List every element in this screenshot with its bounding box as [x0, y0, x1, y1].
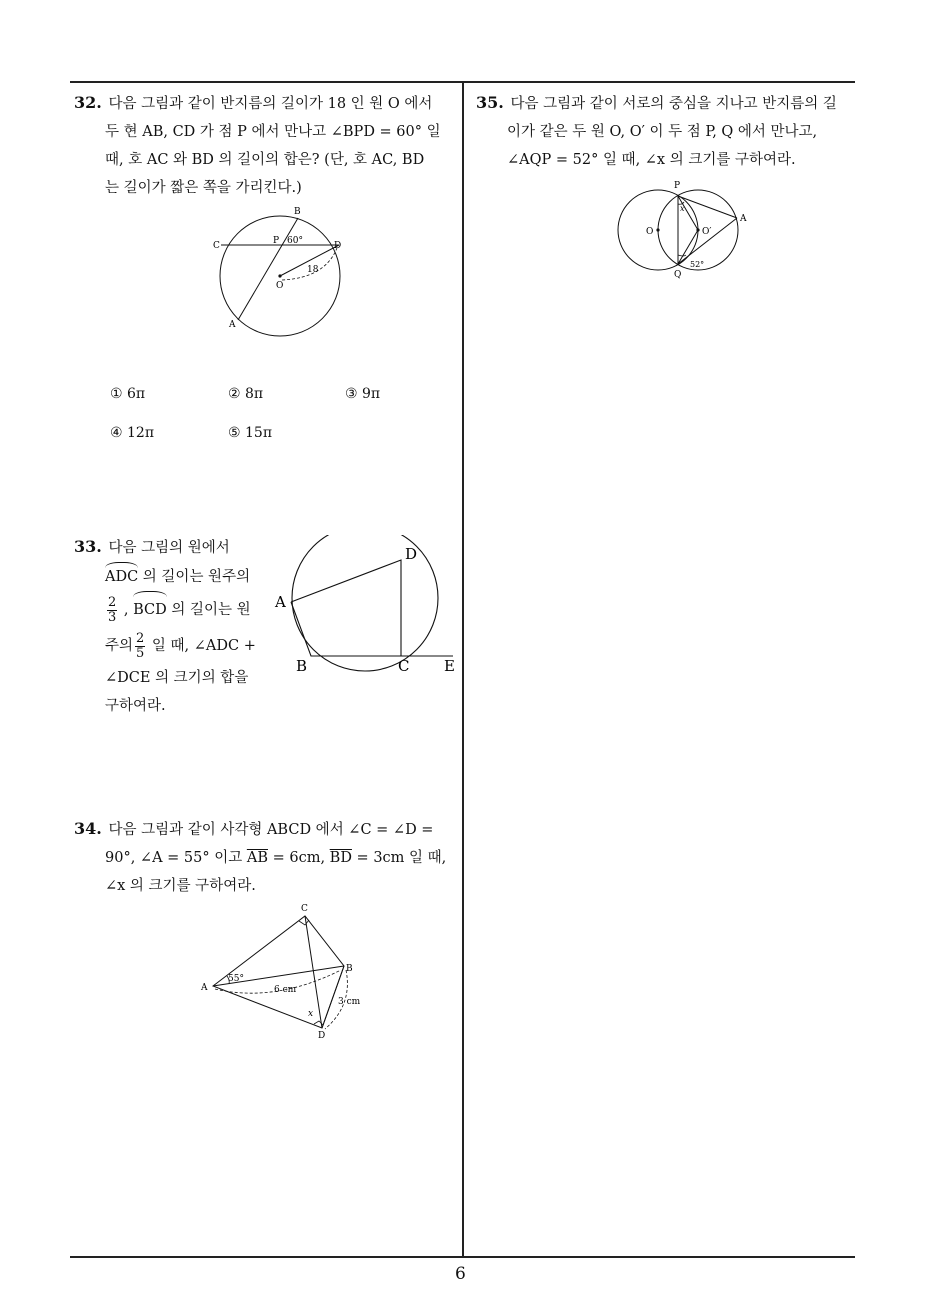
label-x: x — [680, 204, 685, 213]
center-o-dot — [656, 228, 659, 231]
problem-number: 33. — [74, 537, 102, 556]
label-b: B — [346, 964, 353, 974]
problem-number: 32. — [74, 93, 102, 112]
segment-bd: $\overline{BD}$ — [329, 850, 352, 866]
problem-33-line-4: 주의 $\frac{2}{5}$ 일 때, ∠ADC + — [105, 630, 256, 661]
problem-33-line-1: 33. 다음 그림의 원에서 — [74, 537, 230, 556]
label-o: O — [276, 281, 284, 291]
choice-3[interactable]: ③ 9π — [345, 386, 381, 402]
label-b: B — [296, 657, 308, 675]
problem-33-line-2: ADC 의 길이는 원주의 — [74, 562, 274, 591]
label-a: A — [275, 593, 286, 611]
label-o-prime: O′ — [702, 227, 712, 237]
label-p: P — [273, 236, 280, 246]
center-o-prime-dot — [696, 228, 699, 231]
page-number: 6 — [455, 1264, 466, 1284]
problem-35-line-2: 이가 같은 두 원 O, O′ 이 두 점 P, Q 에서 만나고, — [507, 124, 818, 140]
label-angle-52: 52° — [690, 260, 705, 269]
problem-number: 34. — [74, 819, 102, 838]
problem-33-figure — [270, 535, 460, 675]
problem-32-figure — [210, 200, 350, 340]
bottom-rule — [70, 1256, 855, 1258]
choice-5[interactable]: ⑤ 15π — [228, 425, 273, 441]
problem-33 — [74, 533, 274, 720]
problem-35 — [476, 89, 860, 174]
label-o: O — [646, 227, 654, 237]
problem-33-line-6: 구하여라. — [105, 698, 166, 714]
right-angle-c — [299, 920, 309, 925]
problem-33-line-3: $\frac{2}{3}$ , BCD 의 길이는 원 — [74, 591, 274, 628]
label-a: A — [740, 214, 747, 224]
radius-dashed-arc — [282, 248, 337, 280]
label-b: B — [294, 207, 301, 217]
choice-2[interactable]: ② 8π — [228, 386, 264, 402]
segment-qa — [678, 218, 737, 264]
label-d: D — [334, 241, 342, 251]
angle-52-arc — [678, 255, 686, 256]
problem-35-line-1: 35. 다음 그림과 같이 서로의 중심을 지나고 반지름의 길 — [476, 93, 837, 112]
quadrilateral-abcd — [213, 916, 344, 1028]
label-e: E — [444, 657, 455, 675]
segment-po-prime — [678, 196, 698, 230]
problem-34-line-3: ∠x 의 크기를 구하여라. — [105, 878, 256, 894]
problem-34-line-2: 90°, ∠A = 55° 이고 $\overline{AB} = 6cm$, $\overline{BD} = 3cm$ 일 때, — [105, 850, 447, 866]
label-angle-60: 60° — [287, 236, 303, 246]
problem-number: 35. — [476, 93, 504, 112]
label-angle-55: 55° — [228, 974, 244, 984]
arc-adc: ADC — [105, 562, 138, 591]
choice-4[interactable]: ④ 12π — [110, 425, 155, 441]
fraction-2-5: $\frac{2}{5}$ — [136, 630, 145, 661]
problem-33-line-5: ∠DCE 의 크기의 합을 — [105, 670, 249, 686]
label-a: A — [229, 320, 236, 330]
problem-32-line-3: 때, 호 AC 와 BD 의 길이의 합은? (단, 호 AC, BD — [105, 152, 425, 168]
problem-34-figure — [195, 900, 370, 1045]
problem-32-line-1: 32. 다음 그림과 같이 반지름의 길이가 18 인 원 O 에서 — [74, 93, 433, 112]
segment-q-o-prime — [678, 230, 698, 264]
label-d: D — [318, 1031, 326, 1041]
fraction-2-3: $\frac{2}{3}$ — [108, 594, 117, 625]
label-a: A — [201, 983, 208, 993]
label-c: C — [398, 657, 410, 675]
label-x: x — [308, 1009, 314, 1019]
quadrilateral-abcd — [291, 560, 401, 656]
problem-35-figure — [610, 175, 760, 285]
label-radius-18: 18 — [307, 265, 319, 275]
problem-32 — [74, 89, 458, 202]
problem-32-line-4: 는 길이가 짧은 쪽을 가리킨다.) — [105, 180, 302, 196]
label-q: Q — [674, 270, 682, 280]
problem-34 — [74, 815, 458, 900]
chord-ab — [238, 218, 298, 320]
column-divider — [462, 81, 464, 1257]
problem-34-line-1: 34. 다음 그림과 같이 사각형 ABCD 에서 ∠C = ∠D = — [74, 819, 434, 838]
arc-bcd: BCD — [133, 591, 167, 628]
label-c: C — [213, 241, 220, 251]
label-p: P — [674, 181, 681, 191]
problem-32-line-2: 두 현 AB, CD 가 점 P 에서 만나고 ∠BPD = 60° 일 — [105, 124, 441, 140]
label-ab-length: 6 cm — [274, 985, 297, 995]
center-o-dot — [278, 274, 281, 277]
label-c: C — [301, 904, 308, 914]
choice-1[interactable]: ① 6π — [110, 386, 146, 402]
segment-ab: $\overline{AB}$ — [246, 850, 268, 866]
problem-35-line-3: ∠AQP = 52° 일 때, ∠x 의 크기를 구하여라. — [507, 152, 796, 168]
label-bd-length: 3 cm — [338, 997, 361, 1007]
segment-pa — [678, 196, 737, 218]
label-d: D — [405, 545, 418, 563]
